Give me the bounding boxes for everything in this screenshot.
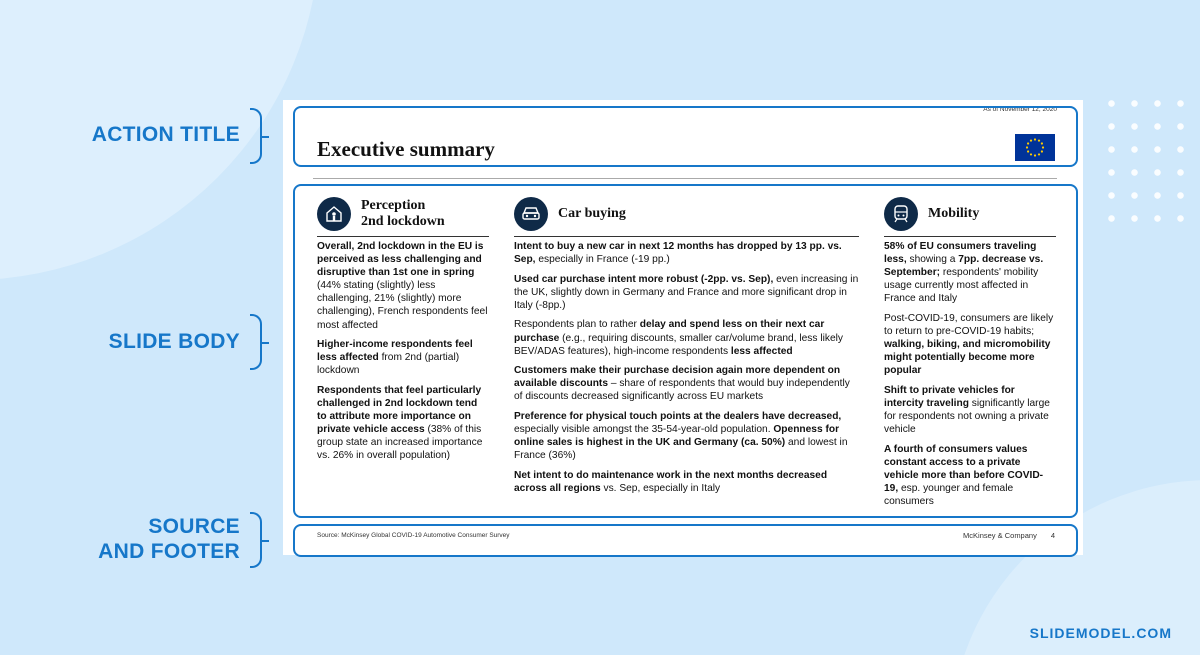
text: showing a bbox=[906, 254, 959, 266]
text: and lowest in France (36%) bbox=[514, 437, 848, 462]
bold-text: 58% of EU consumers traveling less, bbox=[884, 241, 1037, 266]
bold-text: Higher-income respondents feel less affected bbox=[317, 339, 473, 364]
source-note: Source: McKinsey Global COVID-19 Automotive Consumer Survey bbox=[317, 532, 510, 539]
highlight-footer bbox=[293, 524, 1078, 557]
page-number: 4 bbox=[1050, 531, 1055, 540]
brace-slide-body bbox=[250, 314, 262, 370]
column-title: Mobility bbox=[928, 206, 980, 221]
bold-text: Net intent to do maintenance work in the next months decreased across all regions bbox=[514, 469, 828, 494]
text: Respondents plan to rather bbox=[514, 319, 640, 331]
bold-text: Respondents that feel particularly challenged in 2nd lockdown tend to attribute more importance on private vehicle access bbox=[317, 384, 482, 436]
bold-text: A fourth of consumers values constant access to a private vehicle more than before COVID-19, bbox=[884, 443, 1044, 495]
bold-text: Shift to private vehicles for intercity traveling bbox=[884, 384, 1015, 410]
text: (e.g., requiring discounts, smaller car/volume brand, less likely BEV/ADAS features), high-income respondents bbox=[514, 332, 843, 357]
bold-text: Openness for online sales is highest in the UK and Germany (ca. 50%) bbox=[514, 424, 840, 449]
bold-text: 7pp. decrease vs. September; bbox=[884, 254, 1044, 279]
highlight-action-title bbox=[293, 106, 1078, 167]
title-divider bbox=[313, 178, 1057, 179]
label-source-line2: AND FOOTER bbox=[98, 540, 240, 563]
company-name: McKinsey & Company bbox=[963, 531, 1037, 540]
brace-footer bbox=[250, 512, 262, 568]
column-title: Perception 2nd lockdown bbox=[361, 198, 445, 229]
text: – share of respondents that would buy independently of discounts decreased significantly across EU markets bbox=[514, 378, 850, 403]
label-slide-body: SLIDE BODY bbox=[108, 330, 240, 353]
text: esp. younger and female consumers bbox=[884, 483, 1014, 508]
bold-text: delay and spend less on their next car purchase bbox=[514, 319, 825, 344]
bold-text: Customers make their purchase decision again more dependent on available discounts bbox=[514, 365, 841, 390]
text: vs. Sep, especially in Italy bbox=[600, 483, 721, 494]
text: especially visible amongst the 35-54-year-old population. bbox=[514, 424, 774, 436]
slide-date: As of November 12, 2020 bbox=[983, 106, 1057, 113]
bold-text: Preference for physical touch points at the dealers have decreased, bbox=[514, 411, 842, 423]
bold-text: Overall, 2nd lockdown in the EU is perceived as less challenging and disruptive than 1st one in spring bbox=[317, 241, 484, 279]
bold-text: walking, biking, and micromobility might potentially become more popular bbox=[884, 339, 1051, 377]
highlight-slide-body bbox=[293, 184, 1078, 518]
brand-watermark: SLIDEMODEL.COM bbox=[1029, 625, 1172, 641]
bold-text: Intent to buy a new car in next 12 months has dropped by 13 pp. vs. Sep, bbox=[514, 241, 842, 266]
dot-pattern bbox=[1100, 92, 1190, 232]
slide-title: Executive summary bbox=[317, 137, 495, 161]
text: significantly large for respondents not owning a private vehicle bbox=[884, 398, 1050, 436]
column-title: Car buying bbox=[558, 206, 626, 221]
text: especially in France (-19 pp.) bbox=[535, 254, 670, 266]
text: from 2nd (partial) lockdown bbox=[317, 352, 460, 377]
bold-text: less affected bbox=[730, 345, 793, 357]
text: respondents' mobility usage currently most affected in France and Italy bbox=[884, 267, 1039, 305]
text: (44% stating (slightly) less challenging, 21% (slightly) more challenging), French respondents feel most affected bbox=[317, 280, 488, 331]
label-source-line1: SOURCE bbox=[148, 515, 240, 538]
text: Post-COVID-19, consumers are likely to return to pre-COVID-19 habits; bbox=[884, 312, 1054, 338]
label-action-title: ACTION TITLE bbox=[91, 123, 240, 146]
bold-text: Used car purchase intent more robust (-2pp. vs. Sep), bbox=[514, 273, 774, 285]
text: even increasing in the UK, slightly down in Germany and France and more significant drop in Italy (-8pp.) bbox=[514, 273, 859, 311]
text: (38% of this group state an increased importance vs. 26% in overall population) bbox=[317, 424, 483, 462]
brace-action-title bbox=[250, 108, 262, 164]
